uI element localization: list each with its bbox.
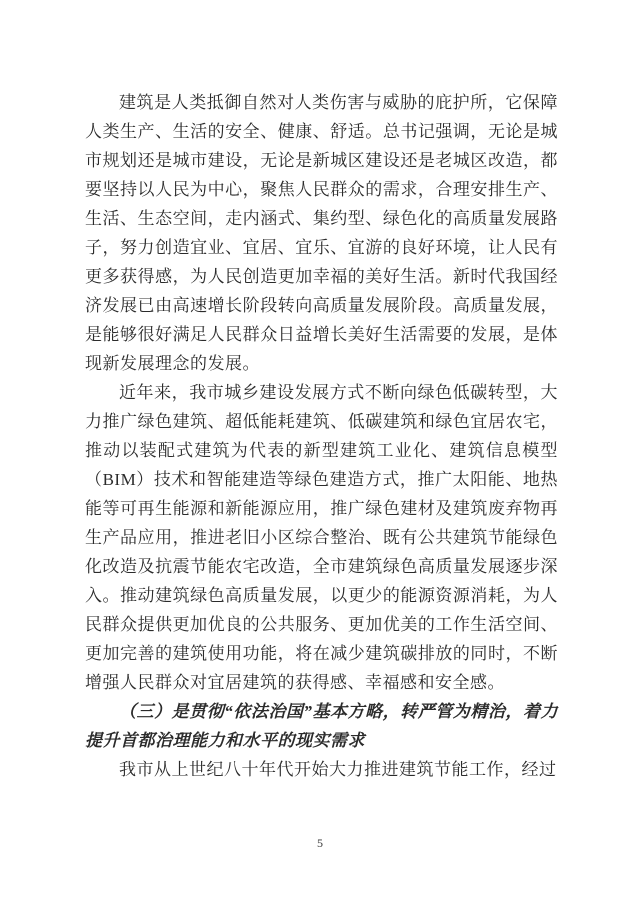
paragraph-green-low-carbon: 近年来，我市城乡建设发展方式不断向绿色低碳转型，大力推广绿色建筑、超低能耗建筑、低碳建筑和绿色宜居农宅，推动以装配式建筑为代表的新型建筑工业化、建筑信息模型（BIM）技术和智能建造等绿色建造方式，推广太阳能、地热能等可再生能源和新能源应用，推广绿色建材及建筑废弃物再生产品应用，推进老旧小区综合整治、既有公共建筑节能绿色化改造及抗震节能农宅改造，全市建筑绿色高质量发展逐步深入。推动建筑绿色高质量发展，以更少的能源资源消耗，为人民群众提供更加优良的公共服务、更加优美的工作生活空间、更加完善的建筑使用功能，将在减少建筑碳排放的同时，不断增强人民群众对宜居建筑的获得感、幸福感和安全感。 [85, 383, 558, 692]
document-body [85, 88, 558, 784]
paragraph-energy-saving-history: 我市从上世纪八十年代开始大力推进建筑节能工作，经过 [119, 760, 557, 779]
page-number: 5 [317, 836, 323, 850]
section-heading-rule-of-law: （三）是贯彻“依法治国”基本方略，转严管为精治，着力提升首都治理能力和水平的现实需求 [85, 702, 558, 750]
paragraph-building-shelter: 建筑是人类抵御自然对人类伤害与威胁的庇护所，它保障人类生产、生活的安全、健康、舒适。总书记强调，无论是城市规划还是城市建设，无论是新城区建设还是老城区改造，都要坚持以人民为中心，聚焦人民群众的需求，合理安排生产、生活、生态空间，走内涵式、集约型、绿色化的高质量发展路子，努力创造宜业、宜居、宜乐、宜游的良好环境，让人民有更多获得感，为人民创造更加幸福的美好生活。新时代我国经济发展已由高速增长阶段转向高质量发展阶段。高质量发展，是能够很好满足人民群众日益增长美好生活需要的发展，是体现新发展理念的发展。 [85, 93, 558, 373]
